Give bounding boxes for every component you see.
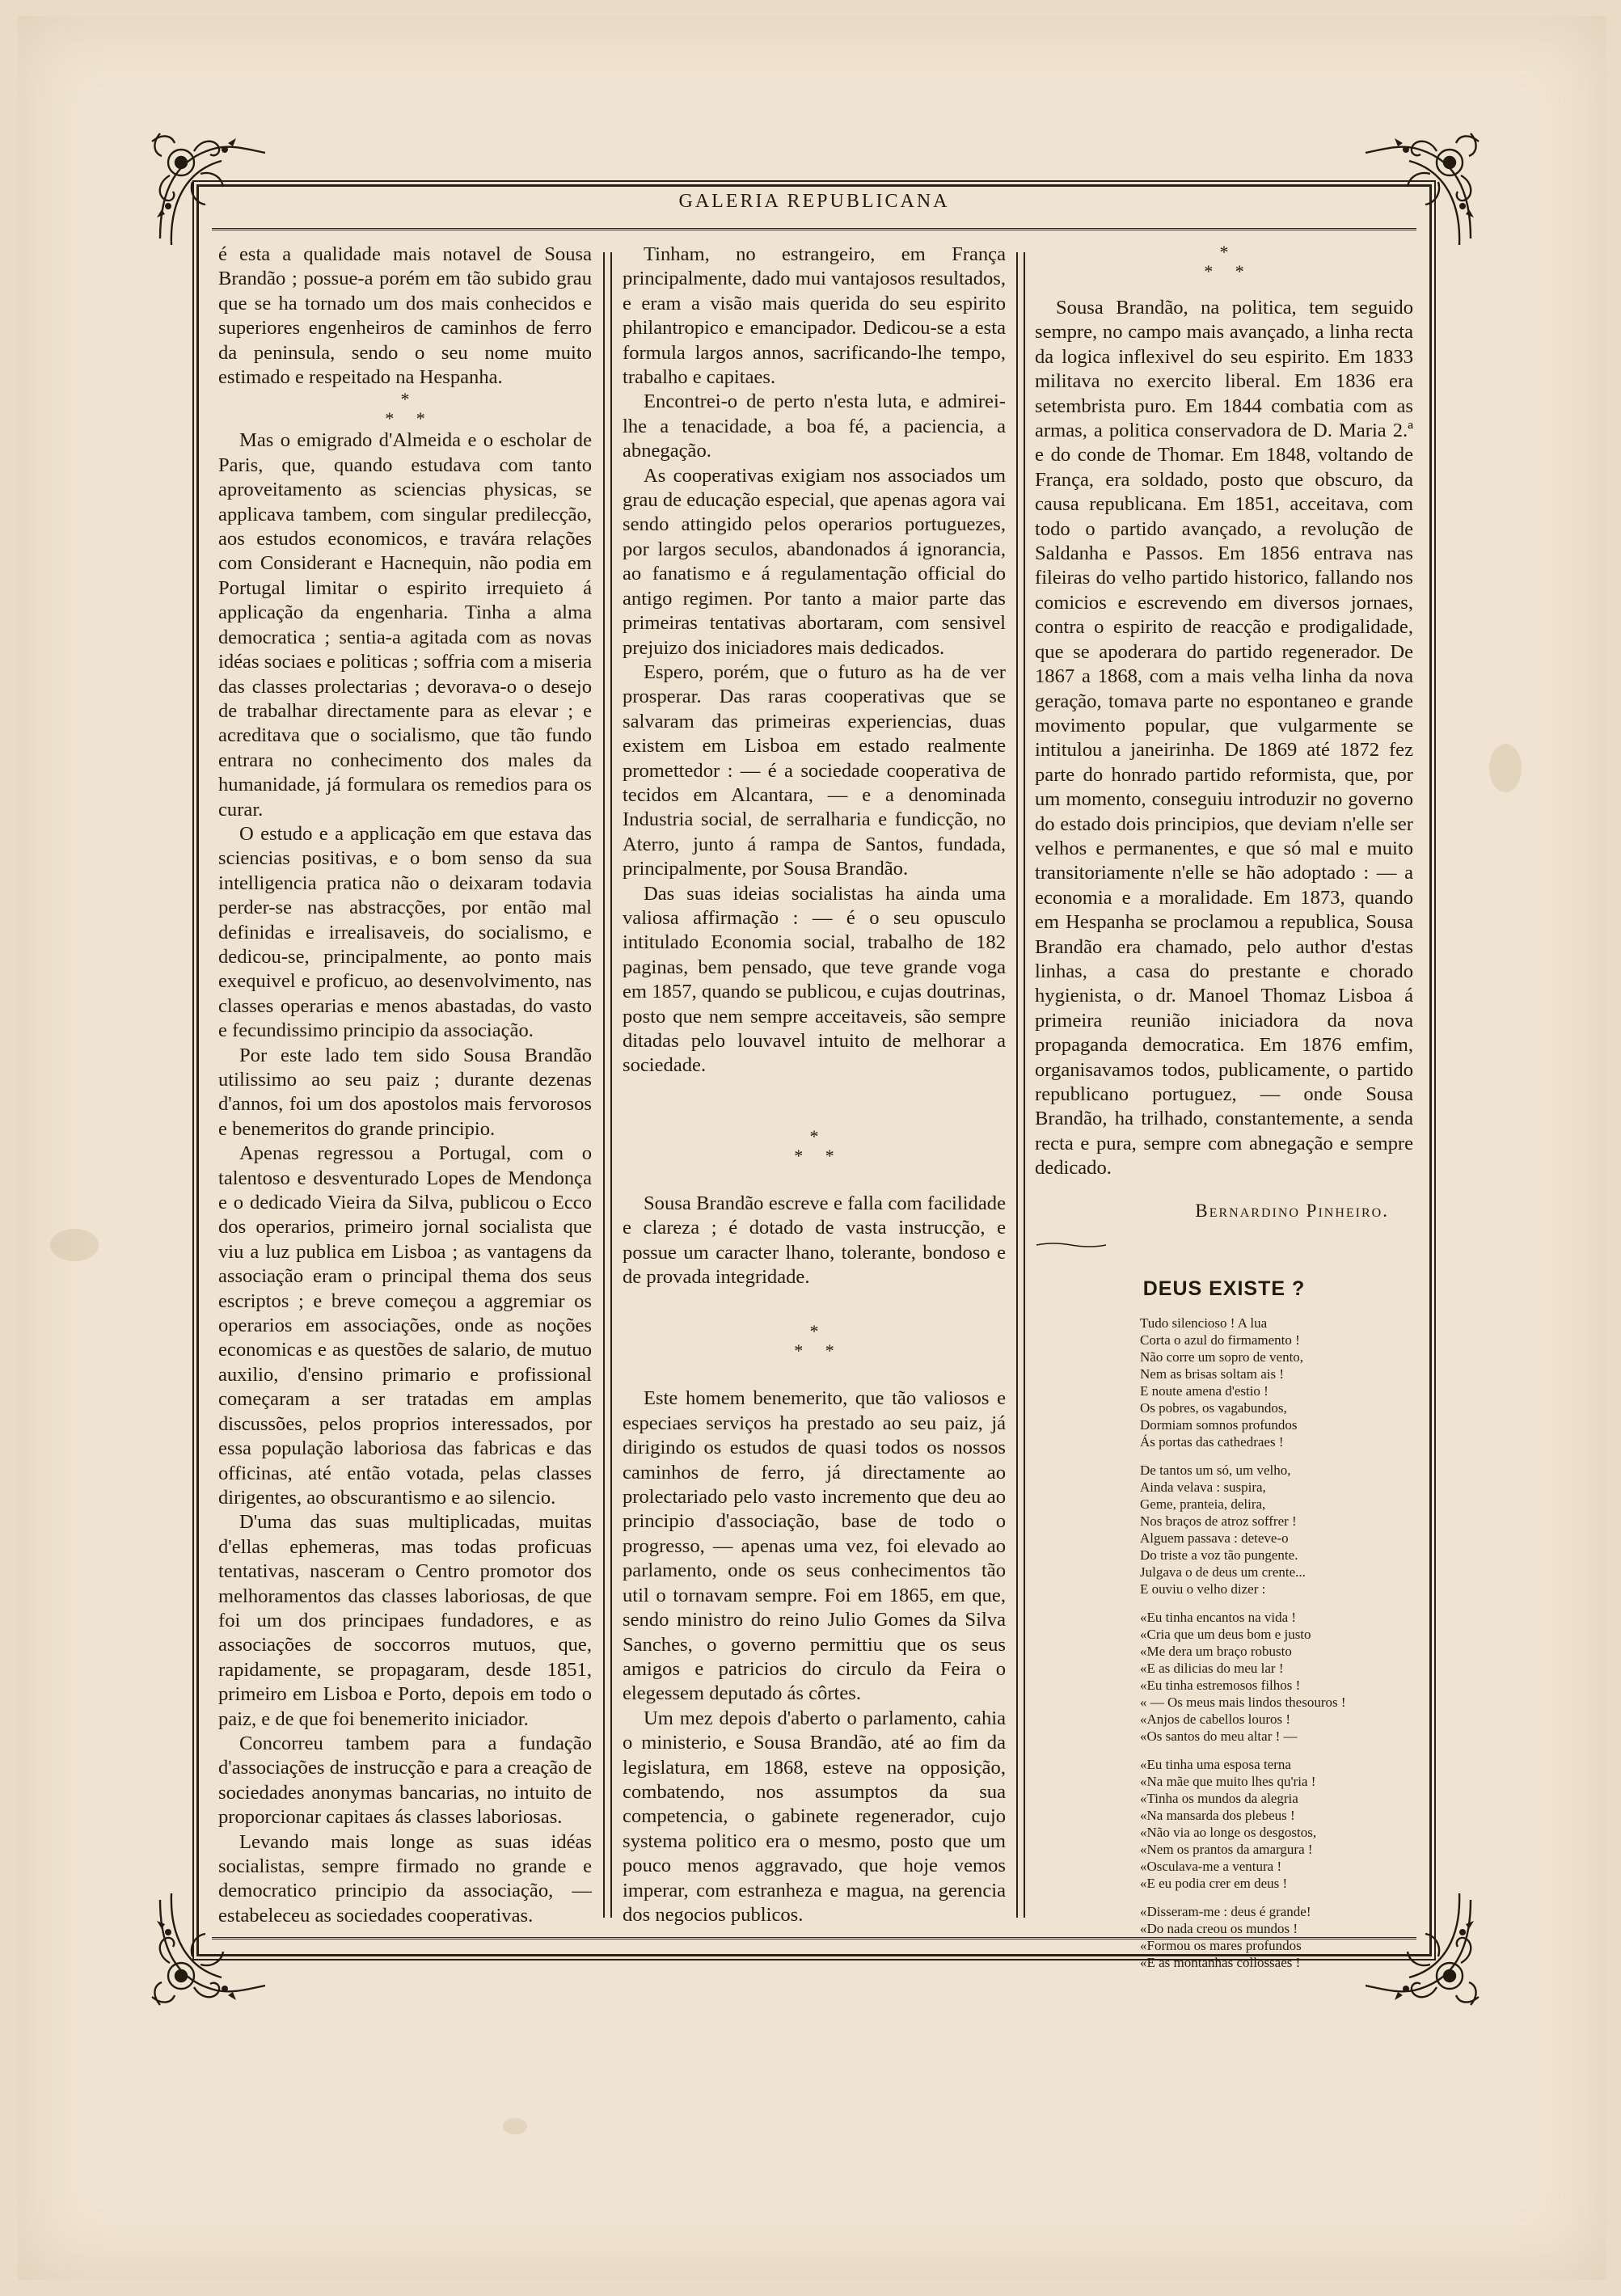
poem-line: «E as montanhas collossaes ! xyxy=(1140,1954,1301,1970)
paragraph: O estudo e a applicação em que estava das sciencias positivas, e o bom senso da sua intelligencia pratica não o deixaram todavia perder-se nas abstracções, por então mal definidas e irrealisaveis, do socialismo, e dedicou-se, principalmente, ao ponto mais exequivel e proficuo, ao desenvolvimento, nas classes operarias e menos abastadas, do vasto e fecundissimo principio da associação. xyxy=(218,822,592,1042)
poem-line: Nos braços de atroz soffrer ! xyxy=(1140,1513,1297,1529)
poem-line: Corta o azul do firmamento ! xyxy=(1140,1332,1300,1348)
poem-line: «E as dilicias do meu lar ! xyxy=(1140,1660,1284,1676)
poem-line: Os pobres, os vagabundos, xyxy=(1140,1399,1287,1416)
poem-line: «Não via ao longe os desgostos, xyxy=(1140,1824,1317,1840)
poem-line: «Na mãe que muito lhes qu'ria ! xyxy=(1140,1773,1316,1789)
poem-line: Julgava o de deus um crente... xyxy=(1140,1564,1306,1580)
poem-line: «Nem os prantos da amargura ! xyxy=(1140,1841,1313,1857)
asterism-icon: * * * xyxy=(794,1321,834,1361)
running-head: GALERIA REPUBLICANA xyxy=(678,191,950,212)
paragraph: Sousa Brandão, na politica, tem seguido sempre, no campo mais avançado, a linha recta da logica inflexivel do seu espirito. Em 1833 militava no exercito liberal. Em 1836 era setembrista puro. Em 1844 combatia com as armas, a politica conservadora de D. Maria 2.ª e do conde de Thomar. Em 1848, voltando de França, era soldado, posto que obscuro, da causa republicana. Em 1851, acceitava, com todo o partido avançado, a revolução de Saldanha e Passos. Em 1856 entrava nas fileiras do velho partido historico, fallando nos comicios e escrevendo em diversos jornaes, contra o espirito de reacção e prodigalidade, que se apoderara do partido regenerador. De 1867 a 1868, com a mais velha linha da nova geração, tomava parte no espontaneo e grande movimento popular, que vulgarmente se intitulou a janeirinha. De 1869 até 1872 fez parte do honrado partido reformista, que, por um momento, conseguiu introduzir no governo do estado dois principios, que deviam n'elle ser velhos e permanentes, e que só mal e muito transitoriamente n'elle se hão adoptado : — a economia e a moralidade. Em 1873, quando em Hespanha se proclamou a republica, Sousa Brandão era chamado, pelo author d'estas linhas, a casa do prestante e chorado hygienista, o dr. Manoel Thomaz Lisboa á primeira reunião iniciadora da nova propaganda democratica. Em 1876 emfim, organisavamos todos, publicamente, o partido republicano portuguez, — onde Sousa Brandão, ha trilhado, constantemente, a senda recta e pura, sempre com abnegação e sempre dedicado. xyxy=(1035,297,1413,1180)
column-divider xyxy=(603,252,612,1918)
spacer xyxy=(623,1166,1006,1192)
paragraph: Este homem benemerito, que tão valiosos e especiaes serviços ha prestado ao seu paiz, já dirigindo os estudos de quasi todos os nossos caminhos de ferro, já directamente ao prolectariado pelo vasto incremento que deu ao principio d'associação, base de todo o progresso, — apenas uma vez, foi elevado ao parlamento, onde os seus conhecimentos tão util o tornavam sempre. Foi em 1865, em que, sendo ministro do reino Julio Gomes da Silva Sanches, o governo permittiu que os seus amigos e patricios do circulo da Feira o elegessem deputado ás côrtes. xyxy=(623,1387,1006,1705)
asterism-icon: * * * xyxy=(794,1125,834,1166)
poem-stanza xyxy=(1140,1756,1413,1892)
poem-line: «Osculava-me a ventura ! xyxy=(1140,1858,1282,1874)
column-1 xyxy=(218,243,592,1928)
poem-line: E ouviu o velho dizer : xyxy=(1140,1581,1266,1597)
poem-line: «E eu podia crer em deus ! xyxy=(1140,1875,1288,1891)
poem xyxy=(1035,1315,1413,1971)
dash-ornament-icon xyxy=(1035,1241,1108,1249)
column-3 xyxy=(1035,243,1413,1982)
poem-line: E noute amena d'estio ! xyxy=(1140,1382,1269,1399)
poem-line: «Disseram-me : deus é grande! xyxy=(1140,1903,1311,1919)
poem-title: DEUS EXISTE ? xyxy=(1142,1277,1306,1301)
poem-line: «Cria que um deus bom e justo xyxy=(1140,1626,1311,1642)
poem-line: «Eu tinha encantos na vida ! xyxy=(1140,1609,1297,1625)
asterism-icon: * * * xyxy=(385,389,425,429)
asterism-icon: * * * xyxy=(1204,242,1244,281)
column-2 xyxy=(623,243,1006,1927)
paragraph: Encontrei-o de perto n'esta luta, e admirei-lhe a tenacidade, a boa fé, a paciencia, a abnegação. xyxy=(623,390,1006,462)
spacer xyxy=(623,1289,1006,1322)
poem-stanza xyxy=(1140,1315,1413,1450)
poem-line: «Anjos de cabellos louros ! xyxy=(1140,1711,1291,1727)
poem-line: De tantos um só, um velho, xyxy=(1140,1462,1291,1478)
poem-line: «Formou os mares profundos xyxy=(1140,1937,1302,1953)
poem-line: Ainda velava : suspira, xyxy=(1140,1479,1266,1495)
column-divider xyxy=(1016,252,1025,1918)
paragraph: Mas o emigrado d'Almeida e o escholar de Paris, que, quando estudava com tanto aproveitamento as sciencias physicas, se applicava tambem, com singular predilecção, aos estudos economicos, e travára relações com Considerant e Hacnequin, não podia em Portugal limitar o espirito irrequieto á applicação da engenharia. Tinha a alma democratica ; sentia-a agitada com as novas idéas sociaes e politicas ; soffria com a miseria das classes prolectarias ; devorava-o o desejo de trabalhar directamente para as elevar ; e acreditava que o socialismo, que tão fundo entrara no conhecimento dos males da humanidade, já formulara os remedios para os curar. xyxy=(218,429,592,821)
poem-line: «Na mansarda dos plebeus ! xyxy=(1140,1807,1295,1823)
paragraph: D'uma das suas multiplicadas, muitas d'ellas ephemeras, mas todas proficuas tentativas, nasceram o Centro promotor dos melhoramentos das classes laboriosas, de que foi um dos principaes fundadores, e as associações de soccorros mutuos, que, rapidamente, se propagaram, desde 1851, primeiro em Lisboa e Porto, depois em todo o paiz, e de que foi benemerito iniciador. xyxy=(218,1511,592,1730)
footer-rule xyxy=(212,1937,1416,1939)
header-rule xyxy=(212,228,1416,230)
paragraph: Apenas regressou a Portugal, com o talentoso e desventurado Lopes de Mendonça e o dedicado Vieira da Silva, publicou o Ecco dos operarios, primeiro jornal socialista que viu a luz publica em Lisboa ; as vantagens da associação eram o principal thema dos seus escriptos ; e breve começou a aggremiar os operarios em associações, onde as noções economicas e as questões de salario, de mutuo auxilio, d'ensino primario e profissional começaram a ser tratadas em amplas discussões, pelos proprios interessados, por essa população laboriosa das fabricas e das officinas, até então votada, pelas classes dirigentes, ao obscurantismo e ao silencio. xyxy=(218,1142,592,1509)
paragraph: é esta a qualidade mais notavel de Sousa Brandão ; possue-a porém em tão subido grau que se ha tornado um dos mais conhecidos e superiores engenheiros de caminhos de ferro da peninsula, sendo o seu nome muito estimado e respeitado na Hespanha. xyxy=(218,243,592,389)
poem-stanza xyxy=(1140,1609,1413,1745)
poem-line: Não corre um sopro de vento, xyxy=(1140,1348,1304,1365)
poem-line: «Os santos do meu altar ! — xyxy=(1140,1728,1298,1744)
poem-line: « — Os meus mais lindos thesouros ! xyxy=(1140,1694,1346,1710)
paragraph: Das suas ideias socialistas ha ainda uma valiosa affirmação : — é o seu opusculo intitulado Economia social, trabalho de 182 paginas, bem pensado, que teve grande voga em 1857, quando se publicou, e cujas doutrinas, posto que nem sempre acceitaveis, são sempre ditadas pelo louvavel intuito de melhorar a sociedade. xyxy=(623,882,1006,1077)
poem-stanza xyxy=(1140,1462,1413,1597)
poem-line: Do triste a voz tão pungente. xyxy=(1140,1547,1298,1563)
poem-line: «Do nada creou os mundos ! xyxy=(1140,1920,1298,1936)
paragraph: Levando mais longe as suas idéas socialistas, sempre firmado no grande e democratico principio da associação, — estabeleceu as sociedades cooperativas. xyxy=(218,1830,592,1927)
poem-line: Geme, pranteia, delira, xyxy=(1140,1496,1266,1512)
poem-line: Alguem passava : deteve-o xyxy=(1140,1530,1289,1546)
paragraph: Espero, porém, que o futuro as ha de ver prosperar. Das raras cooperativas que se salvaram das primeiras experiencias, duas existem em Lisboa em estado realmente promettedor : — é a sociedade cooperativa de tecidos em Alcantara, — e a denominada Industria social, de serralharia e fundicção, no Aterro, junto á rampa de Santos, fundada, principalmente, por Sousa Brandão. xyxy=(623,661,1006,880)
paragraph: As cooperativas exigiam nos associados um grau de educação especial, que apenas agora vai sendo attingido pelos operarios portuguezes, por largos seculos, abandonados á ignorancia, ao fanatismo e á regulamentação official do antigo regimen. Por tanto a maior parte das primeiras tentativas abortaram, com sensivel prejuizo dos iniciadores mais dedicados. xyxy=(623,464,1006,659)
spacer xyxy=(623,1361,1006,1386)
spacer xyxy=(1035,281,1413,296)
paragraph: Sousa Brandão escreve e falla com facilidade e clareza ; é dotado de vasta instrucção, e possue um caracter lhano, tolerante, bondoso e de provada integridade. xyxy=(623,1192,1006,1289)
paragraph: Um mez depois d'aberto o parlamento, cahia o ministerio, e Sousa Brandão, até ao fim da legislatura, em 1868, esteve na opposição, combatendo, nos assumptos da sua competencia, o gabinete regenerador, cujo systema politico era o mesmo, posto que um pouco menos aggravado, que hoje vemos imperar, com estranheza e magua, na gerencia dos negocios publicos. xyxy=(623,1707,1006,1926)
poem-line: Dormiam somnos profundos xyxy=(1140,1416,1298,1433)
paragraph: Por este lado tem sido Sousa Brandão utilissimo ao seu paiz ; durante dezenas d'annos, foi um dos apostolos mais fervorosos e benemeritos do grande principio. xyxy=(218,1044,592,1140)
poem-line: «Me dera um braço robusto xyxy=(1140,1643,1292,1659)
paragraph: Concorreu tambem para a fundação d'associações de instrucção e para a creação de sociedades anonymas bancarias, no intuito de proporcionar capitaes ás classes laboriosas. xyxy=(218,1732,592,1829)
poem-line: Ás portas das cathedraes ! xyxy=(1140,1433,1284,1450)
poem-line: Nem as brisas soltam ais ! xyxy=(1140,1365,1284,1382)
poem-line: «Tinha os mundos da alegria xyxy=(1140,1790,1298,1806)
poem-line: «Eu tinha uma esposa terna xyxy=(1140,1756,1291,1772)
author-signature: Bernardino Pinheiro. xyxy=(1195,1200,1389,1221)
poem-line: «Eu tinha estremosos filhos ! xyxy=(1140,1677,1301,1693)
paragraph: Tinham, no estrangeiro, em França principalmente, dado mui vantajosos resultados, e eram a visão mais querida do seu espirito philantropico e emancipador. Dedicou-se a esta formula largos annos, sacrificando-lhe tempo, trabalho e capitaes. xyxy=(623,243,1007,389)
spacer xyxy=(623,1078,1006,1127)
poem-line: Tudo silencioso ! A lua xyxy=(1140,1315,1268,1331)
